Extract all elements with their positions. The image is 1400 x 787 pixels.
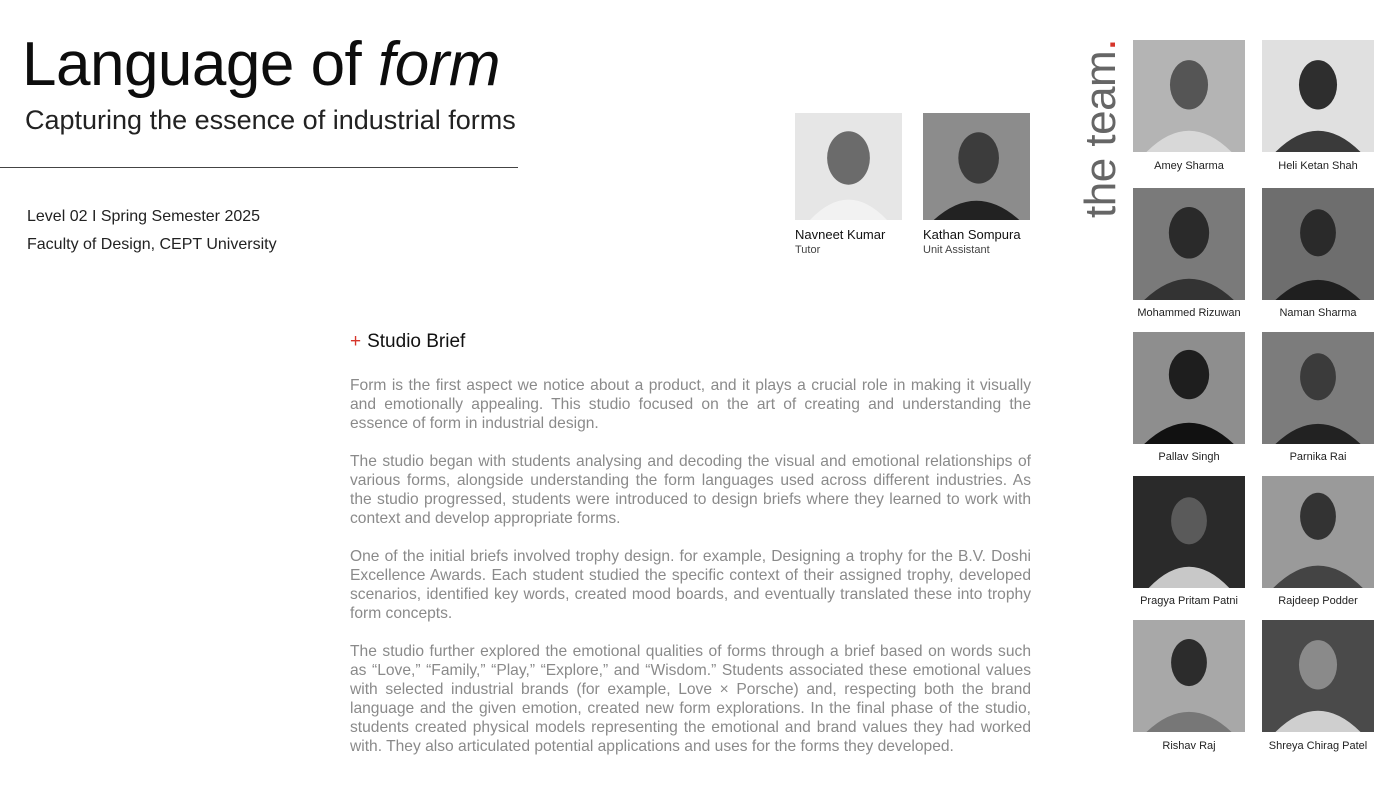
- team-label-dot: .: [1076, 39, 1125, 51]
- staff-role-assistant: Unit Assistant: [923, 244, 990, 256]
- staff-name-tutor: Navneet Kumar: [795, 227, 886, 242]
- member-name: Amey Sharma: [1154, 160, 1224, 172]
- studio-brief-body: [350, 376, 1031, 775]
- brief-paragraph: The studio began with students analysing and decoding the visual and emotional relationships of various forms, alongside understanding the form languages used across different industries. As the studio progressed, students were introduced to design briefs where they learned to work with context and develop appropriate forms.: [350, 453, 1031, 527]
- member-name: Parnika Rai: [1289, 451, 1347, 463]
- member-name: Heli Ketan Shah: [1278, 160, 1358, 172]
- member-name: Rajdeep Podder: [1278, 595, 1358, 607]
- title-main: Language of: [22, 30, 379, 99]
- page-title: [22, 30, 500, 100]
- member-photo: [1262, 476, 1374, 588]
- faculty-info: Faculty of Design, CEPT University: [27, 236, 277, 253]
- staff-photo-tutor: [795, 113, 902, 220]
- member-photo: [1262, 620, 1374, 732]
- member-name: Shreya Chirag Patel: [1268, 740, 1368, 752]
- brief-paragraph: Form is the first aspect we notice about a product, and it plays a crucial role in making it visually and emotionally appealing. This studio focused on the art of creating and understanding the essence of form in industrial design.: [350, 377, 1031, 432]
- brief-paragraph: The studio further explored the emotional qualities of forms through a brief based on words such as “Love,” “Family,” “Play,” “Explore,” and “Wisdom.” Students associated these emotional values with selected industrial brands (for example, Love × Porsche) and, respecting both the brand language and the given emotion, created new form explorations. In the final phase of the studio, students created physical models representing the emotional and brand values they had worked with. They also articulated potential applications and uses for the forms they developed.: [350, 643, 1031, 755]
- member-photo: [1133, 332, 1245, 444]
- member-name: Pallav Singh: [1158, 451, 1220, 463]
- member-photo: [1262, 188, 1374, 300]
- member-photo: [1133, 188, 1245, 300]
- title-divider: [0, 167, 518, 168]
- studio-brief-title: Studio Brief: [367, 331, 466, 352]
- team-label-text: the team: [1076, 50, 1125, 218]
- member-name: Mohammed Rizuwan: [1137, 307, 1241, 319]
- staff-photo-assistant: [923, 113, 1030, 220]
- studio-brief-heading: [350, 331, 465, 353]
- page-subtitle: Capturing the essence of industrial forms: [25, 105, 516, 135]
- member-name: Naman Sharma: [1279, 307, 1357, 319]
- member-name: Pragya Pritam Patni: [1140, 595, 1238, 607]
- member-photo: [1262, 332, 1374, 444]
- brief-paragraph: One of the initial briefs involved trophy design. for example, Designing a trophy for the B.V. Doshi Excellence Awards. Each student studied the specific context of their assigned trophy, developed scenarios, identified key words, created mood boards, and eventually translated these into trophy form concepts.: [350, 548, 1031, 622]
- member-name: Rishav Raj: [1162, 740, 1216, 752]
- title-emphasis: form: [378, 30, 501, 99]
- member-photo: [1133, 476, 1245, 588]
- semester-info: Level 02 I Spring Semester 2025: [27, 208, 261, 225]
- member-photo: [1133, 40, 1245, 152]
- staff-role-tutor: Tutor: [795, 244, 821, 256]
- staff-name-assistant: Kathan Sompura: [923, 227, 1021, 242]
- member-photo: [1133, 620, 1245, 732]
- member-photo: [1262, 40, 1374, 152]
- plus-icon: +: [350, 331, 362, 352]
- team-label: [1076, 39, 1125, 218]
